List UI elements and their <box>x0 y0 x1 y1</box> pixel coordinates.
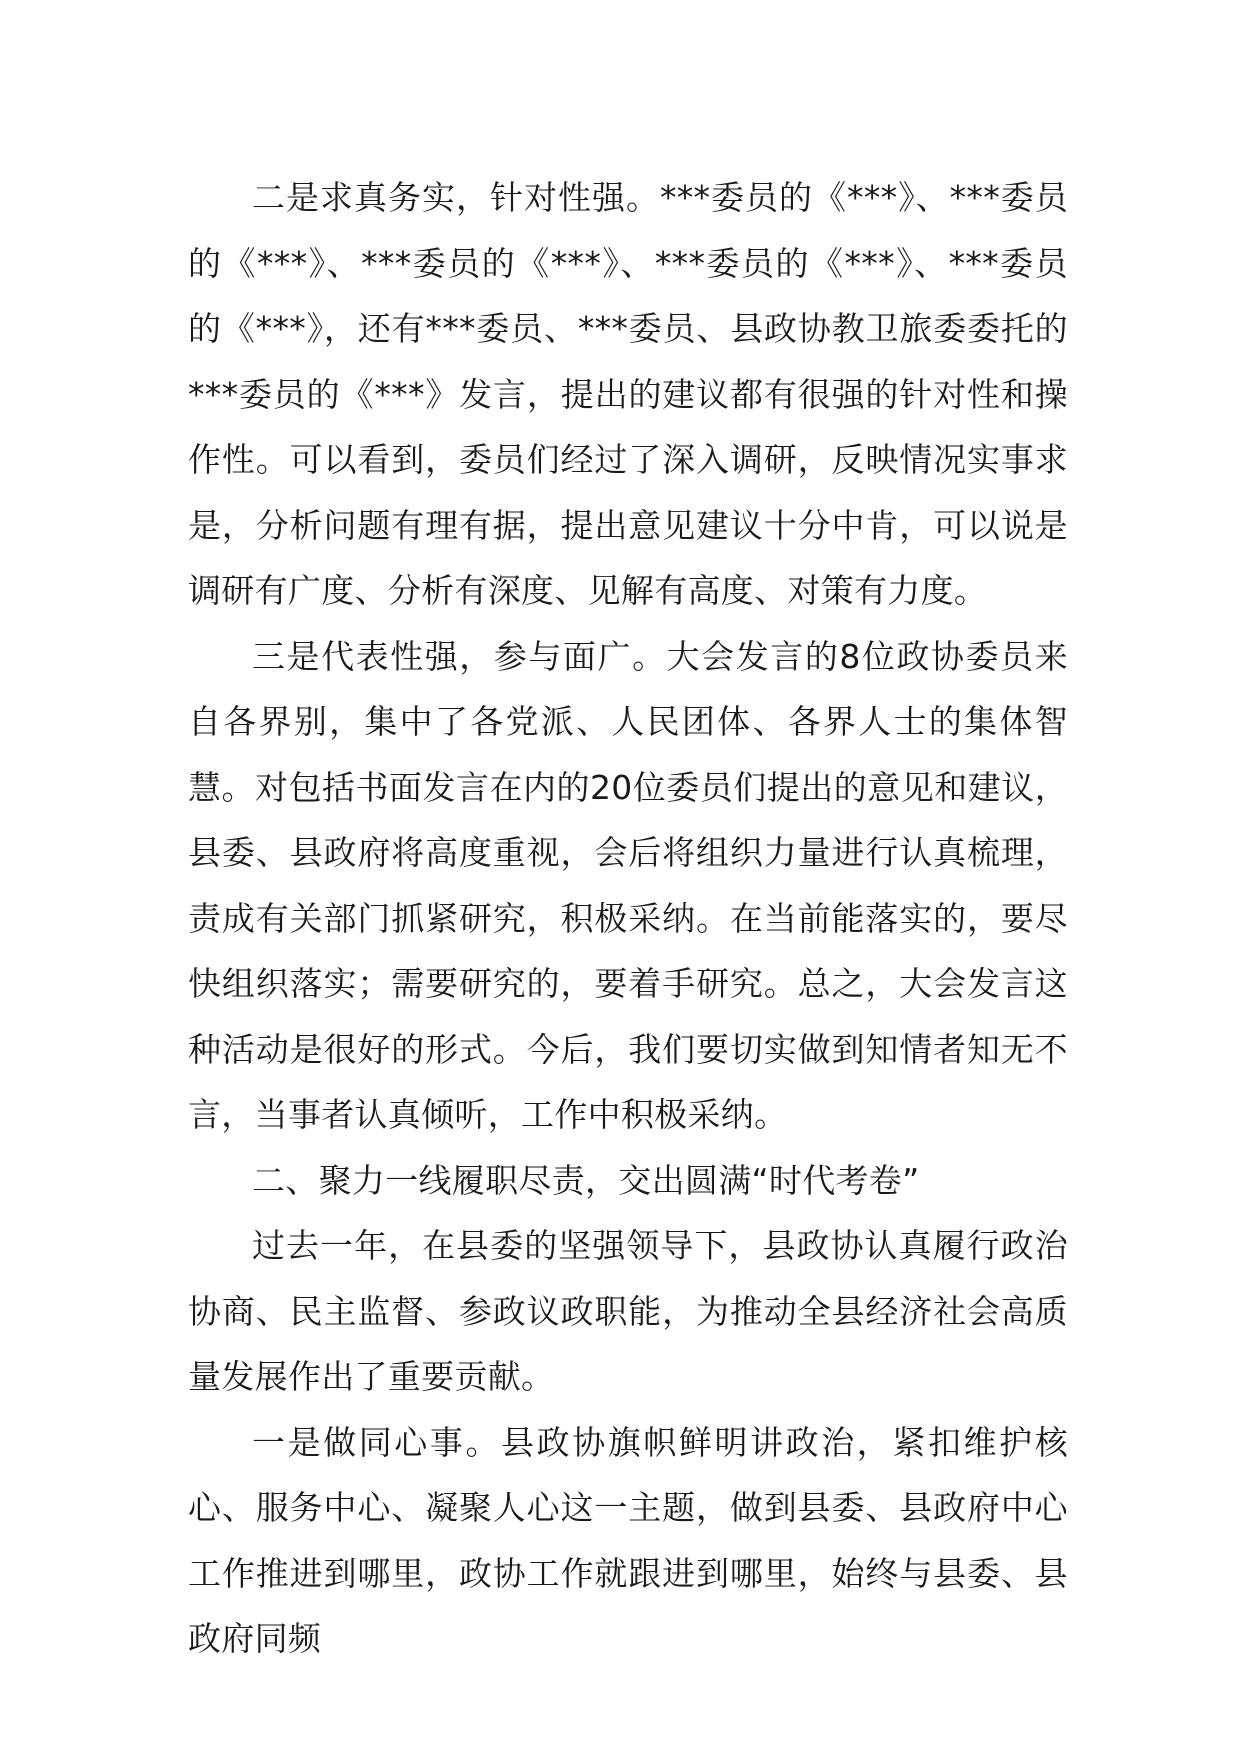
paragraph-seeking-truth: 二是求真务实，针对性强。***委员的《***》、***委员的《***》、***委员的《***》、***委员的《***》、***委员的《***》，还有***委员、***委员、县政协教卫旅委委托的***委员的《***》发言，提出的建议都有很强的针对性和操作性。可以看到，委员们经过了深入调研，反映情况实事求是，分析问题有理有据，提出意见建议十分中肯，可以说是调研有广度、分析有深度、见解有高度、对策有力度。 <box>188 178 1068 610</box>
section-heading: 二、聚力一线履职尽责，交出圆满“时代考卷” <box>252 1160 920 1200</box>
paragraph-past-year: 过去一年，在县委的坚强领导下，县政协认真履行政治协商、民主监督、参政议政职能，为推动全县经济社会高质量发展作出了重要贡献。 <box>188 1226 1068 1396</box>
paragraph-same-heart: 一是做同心事。县政协旗帜鲜明讲政治，紧扣维护核心、服务中心、凝聚人心这一主题，做到县委、县政府中心工作推进到哪里，政协工作就跟进到哪里，始终与县委、县政府同频 <box>188 1422 1068 1658</box>
document-body <box>188 165 1068 1672</box>
paragraph-representativeness: 三是代表性强，参与面广。大会发言的8位政协委员来自各界别，集中了各党派、人民团体、各界人士的集体智慧。对包括书面发言在内的20位委员们提出的意见和建议，县委、县政府将高度重视，会后将组织力量进行认真梳理，责成有关部门抓紧研究，积极采纳。在当前能落实的，要尽快组织落实；需要研究的，要着手研究。总之，大会发言这种活动是很好的形式。今后，我们要切实做到知情者知无不言，当事者认真倾听，工作中积极采纳。 <box>188 636 1068 1134</box>
